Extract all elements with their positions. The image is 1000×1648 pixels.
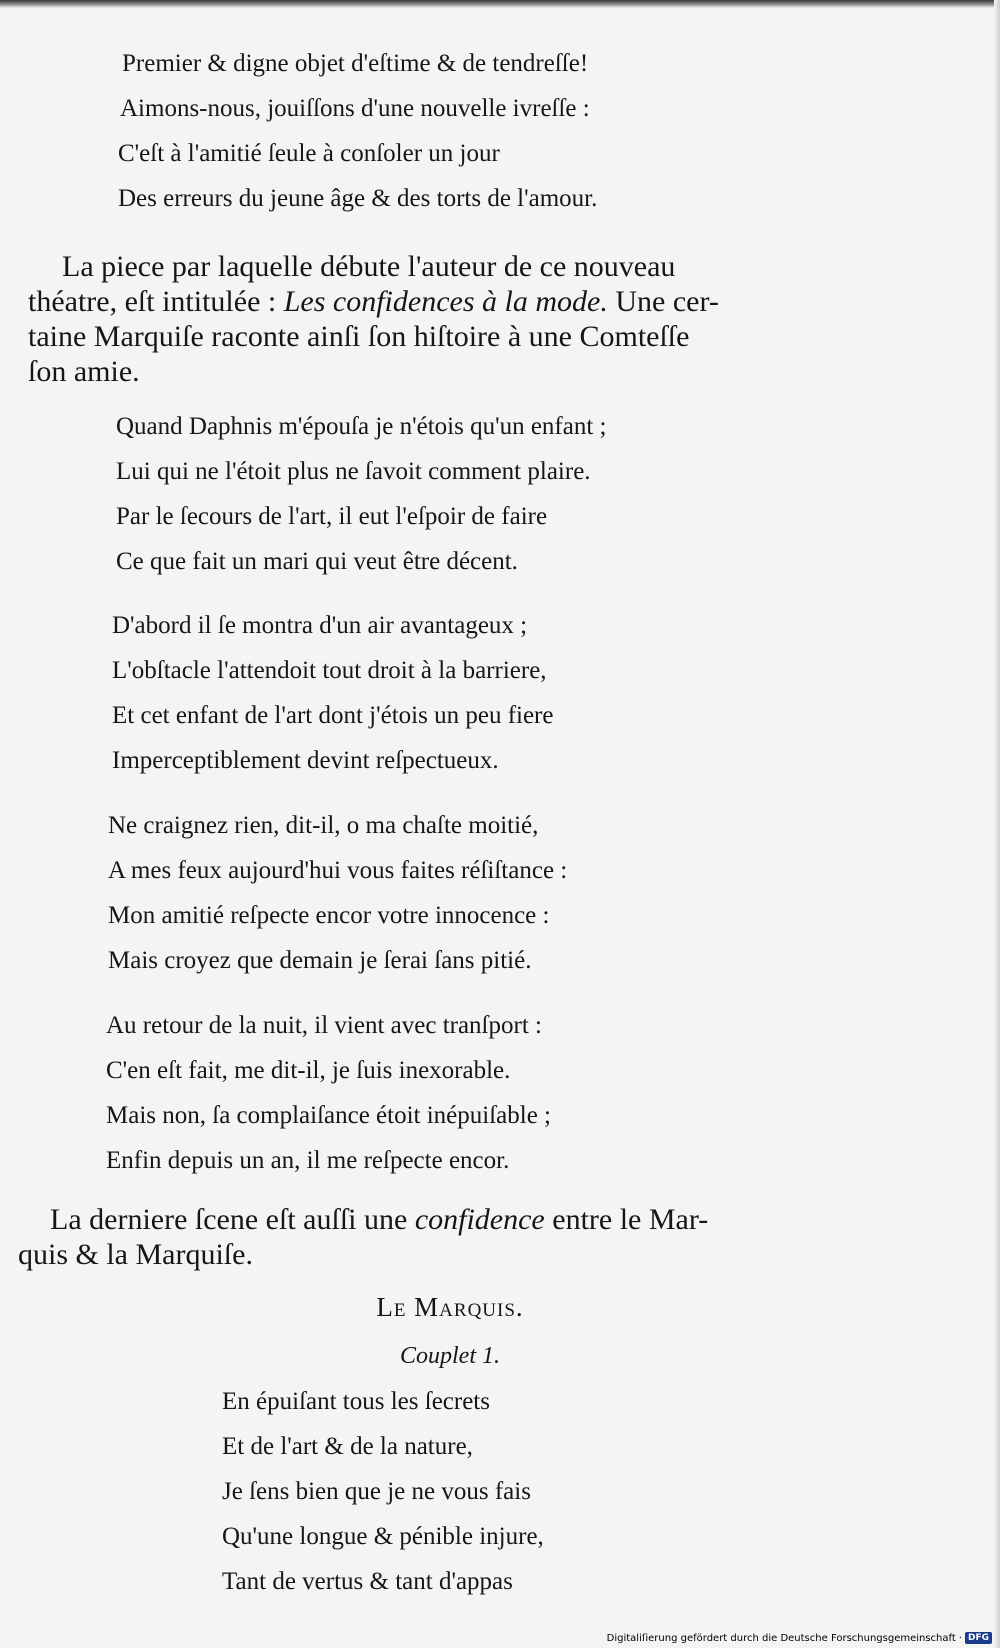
italic-term: confidence [414,1203,545,1236]
verse-line: En épuiſant tous les ſecrets [222,1388,490,1415]
verse-line: Qu'une longue & pénible injure, [222,1523,544,1550]
verse-line: Des erreurs du jeune âge & des torts de l'amour. [118,185,598,212]
prose-text: La derniere ſcene eſt auſſi une [50,1203,408,1236]
verse-line: Mon amitié reſpecte encor votre innocence : [108,902,550,929]
verse-line: Par le ſecours de l'art, il eut l'eſpoir de faire [116,503,548,530]
verse-line: Imperceptiblement devint reſpectueux. [112,747,499,774]
verse-line: Ce que fait un mari qui veut être décent. [116,548,518,575]
prose-line [50,1203,708,1237]
verse-line: A mes feux aujourd'hui vous faites réſiſtance : [108,857,568,884]
verse-line: L'obſtacle l'attendoit tout droit à la barriere, [112,657,547,684]
verse-line: Et cet enfant de l'art dont j'étois un peu fiere [112,702,554,729]
verse-line: D'abord il ſe montra d'un air avantageux ; [112,612,528,639]
prose-line: quis & la Marquiſe. [18,1238,253,1271]
prose-line [28,285,719,319]
digitization-footer [607,1632,992,1644]
verse-line: C'en eſt fait, me dit-il, je ſuis inexorable. [106,1057,511,1084]
speaker-heading: Le Marquis. [376,1292,524,1322]
couplet-label: Couplet 1. [400,1343,500,1369]
page-top-edge [0,0,1000,8]
verse-line: Ne craignez rien, dit-il, o ma chaſte moitié, [108,812,539,839]
prose-text: entre le Mar- [552,1203,709,1236]
dfg-logo-icon: DFG [965,1632,992,1644]
prose-line: taine Marquiſe raconte ainſi ſon hiſtoire à une Comteſſe [28,320,690,353]
prose-text: Une cer- [615,285,719,318]
verse-line: Mais croyez que demain je ſerai ſans pitié. [108,947,532,974]
verse-line: Aimons-nous, jouiſſons d'une nouvelle ivreſſe : [120,95,590,122]
verse-line: Je ſens bien que je ne vous fais [222,1478,531,1505]
footer-separator: · [958,1632,962,1644]
verse-line: Enfin depuis un an, il me reſpecte encor. [106,1147,510,1174]
verse-line: Quand Daphnis m'épouſa je n'étois qu'un enfant ; [116,413,607,440]
verse-line: Lui qui ne l'étoit plus ne ſavoit comment plaire. [116,458,591,485]
prose-line: La piece par laquelle débute l'auteur de ce nouveau [62,250,676,283]
play-title: Les confidences à la mode. [283,285,608,318]
prose-text: théatre, eſt intitulée : [28,285,277,318]
prose-line: ſon amie. [28,355,140,388]
footer-text: Digitaliſierung gefördert durch die Deutsche Forschungsgemeinschaft [606,1632,956,1644]
verse-line: Premier & digne objet d'eſtime & de tendreſſe! [122,50,589,77]
verse-line: Et de l'art & de la nature, [222,1433,473,1460]
verse-line: Tant de vertus & tant d'appas [222,1568,513,1595]
verse-line: Au retour de la nuit, il vient avec tranſport : [106,1012,542,1039]
page-right-edge [994,0,1000,1648]
verse-line: Mais non, ſa complaiſance étoit inépuiſable ; [106,1102,552,1129]
verse-line: C'eſt à l'amitié ſeule à conſoler un jour [118,140,500,167]
